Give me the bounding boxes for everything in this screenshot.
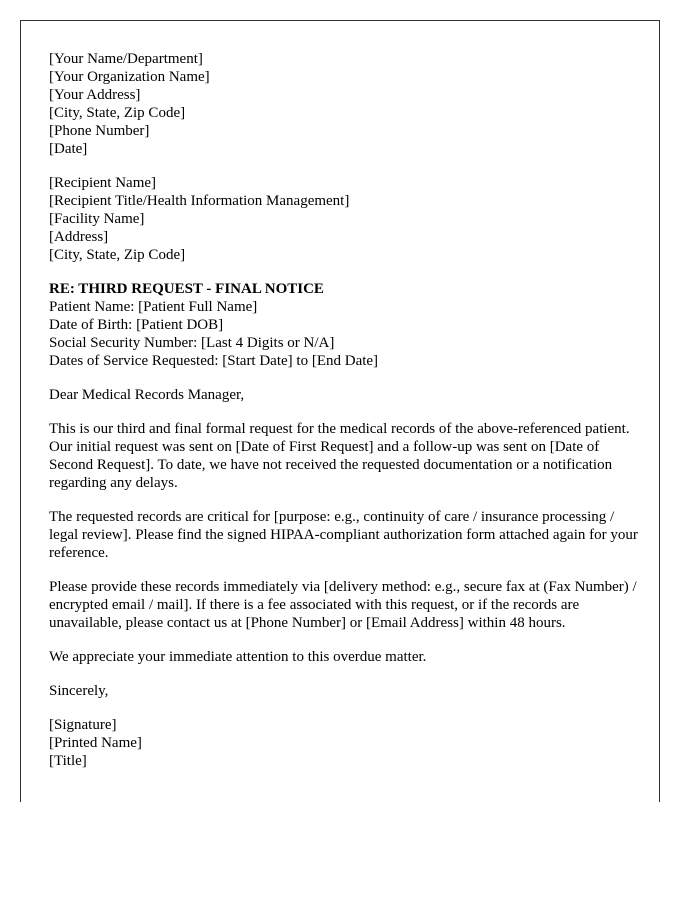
body-paragraph-1: This is our third and final formal request for the medical records of the above-referenced patient. Our initial request was sent on [Date of First Request] and a follow-up was sent on [Date of Second Request]. To date, we have not received the requested documentation or a notification regarding any delays. <box>49 421 630 491</box>
sender-organization: [Your Organization Name] <box>49 69 210 85</box>
recipient-facility: [Facility Name] <box>49 211 145 227</box>
letter-date: [Date] <box>49 141 88 157</box>
salutation: Dear Medical Records Manager, <box>49 387 245 403</box>
printed-name: [Printed Name] <box>49 735 142 751</box>
sender-phone: [Phone Number] <box>49 123 150 139</box>
sender-name-department: [Your Name/Department] <box>49 51 203 67</box>
body-paragraph-3: Please provide these records immediately via [delivery method: e.g., secure fax at (Fax Number) / encrypted email / mail]. If there is a fee associated with this request, or if the records are unavailable, please contact us at [Phone Number] or [Email Address] within 48 hours. <box>49 579 637 631</box>
recipient-title: [Recipient Title/Health Information Management] <box>49 193 350 209</box>
body-paragraph-4: We appreciate your immediate attention to this overdue matter. <box>49 649 427 665</box>
signature-block <box>49 716 639 770</box>
recipient-name: [Recipient Name] <box>49 175 157 191</box>
signer-title: [Title] <box>49 753 87 769</box>
patient-dob: Date of Birth: [Patient DOB] <box>49 317 224 333</box>
body-paragraph-2: The requested records are critical for [purpose: e.g., continuity of care / insurance processing / legal review]. Please find the signed HIPAA-compliant authorization form attached again for your reference. <box>49 509 638 561</box>
sender-block <box>49 50 639 158</box>
patient-name: Patient Name: [Patient Full Name] <box>49 299 258 315</box>
recipient-address: [Address] <box>49 229 109 245</box>
subject-block <box>49 280 639 370</box>
dates-of-service: Dates of Service Requested: [Start Date] to [End Date] <box>49 353 379 369</box>
sender-city-state-zip: [City, State, Zip Code] <box>49 105 186 121</box>
patient-ssn: Social Security Number: [Last 4 Digits or N/A] <box>49 335 335 351</box>
recipient-city-state-zip: [City, State, Zip Code] <box>49 247 186 263</box>
letter-content <box>49 50 639 786</box>
letter-page <box>20 20 660 802</box>
sender-address: [Your Address] <box>49 87 141 103</box>
subject-title: RE: THIRD REQUEST - FINAL NOTICE <box>49 281 324 297</box>
signature: [Signature] <box>49 717 117 733</box>
closing: Sincerely, <box>49 683 109 699</box>
recipient-block <box>49 174 639 264</box>
